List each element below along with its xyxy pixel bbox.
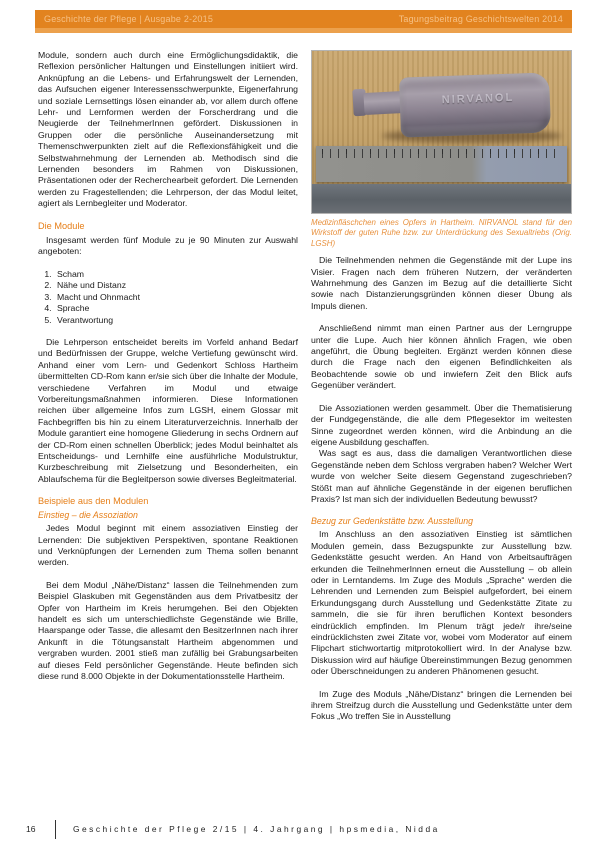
paragraph-vorfeld: Die Lehrperson entscheidet bereits im Vorfeld anhand Bedarf und Bedürfnissen der Gruppe, welche Vertiefung gewünscht wird. Anhand einer vom Lern- und Gedenkort Schloss Hartheim übermittelten CD-Rom kann er/sie sich über die Inhalte der Module, verschiedene Verfahren im Modul und etwaige Vorbereitungsmaßnahmen informieren. Diese Informationen reichen über allgemeine Infos zum LGSH, einem Glossar mit Fachbegriffen bis hin zu einem Literaturverzeichnis. Innerhalb der Module garantiert eine homogene Gliederung in sechs Ordnern auf der CD-Rom einen schnellen Überblick; jedes Modul beinhaltet als Entscheidungs- und Lernhilfe eine ausführliche Modulstruktur, Kurzbeschreibung mit Zielsetzung und Besonderheiten, ein Ablaufschema für die Begleitperson sowie diverses Begleitmaterial.	[38, 336, 298, 484]
paragraph-lupe: Die Teilnehmenden nehmen die Gegenstände mit der Lupe ins Visier. Fragen nach dem früheren Nutzern, der veränderten Wahrnehmung des Ganzen im Bezug auf die detaillierte Sicht sowie nach Distanzierungsgründen können dieser Übung als Impuls dienen.	[311, 255, 572, 311]
paragraph-anschluss: Im Anschluss an den assoziativen Einstieg ist sämtlichen Modulen gemein, dass Bezugspunkte zur Ausstellung bzw. Gedenkstätte gesucht werden. An Hand von Arbeitsaufträgen erkunden die TeilnehmerInnen erneut die Ausstellung – ob allein oder in Lerntandems. Im Zuge des Moduls „Sprache“ werden die Lehrenden und Lernenden zum Beispiel aufgefordert, bei einem Erkundungsgang durch Ausstellung und Gedenkstätte Zitate zu sammeln, die sie für ihren beruflichen Kontext besonders eindrücklich empfinden. Im Plenum trägt jede/r ihre/seine eindrücklichsten zwei Zitate vor, wobei vom Moderator auf einem Flipchart stichwortartig mitprotokolliert wird. In der Analyse bzw. Diskussion wird auf häufige Übereinstimmungen Bezug genommen oder Überschneidungen zu anderen Phänomenen gesucht.	[311, 529, 572, 677]
section-heading-beispiele: Beispiele aus den Modulen	[38, 496, 149, 507]
paragraph-assoziationen: Die Assoziationen werden gesammelt. Über die Thematisierung der Fundgegenstände, die alle dem Pflegesektor im weitesten Sinne zugeordnet werden können, wird die Anbindung an die eigene Ausbildung geschaffen.	[311, 402, 572, 447]
subheading-einstieg: Einstieg – die Assoziation	[38, 510, 138, 521]
figure-caption: Medizinfläschchen eines Opfers in Hartheim. NIRVANOL stand für den Wirkstoff der guten Ruhe bzw. zur Unterdrückung des Sexualtriebs (Orig. LGSH)	[311, 218, 572, 248]
paragraph-streifzug: Im Zuge des Moduls „Nähe/Distanz“ bringen die Lernenden bei ihrem Streifzug durch die Ausstellung und Gedenkstätte unter dem Fokus „Wo treffen Sie in Ausstellung	[311, 688, 572, 722]
paragraph-fragen: Was sagt es aus, dass die damaligen Verantwortlichen diese Gegenstände neben dem Schloss vergraben haben? Welcher Wert wurde von welcher Seite diesem Gegenstand zugeschrieben? Stößt man auf ähnliche Gegenstände in der eigenen beruflichen Praxis? Ist man sich der individuellen Bedeutung bewusst?	[311, 448, 572, 504]
page-header-bar	[35, 10, 572, 33]
bottle-emboss-text: NIRVANOL	[441, 91, 515, 107]
paragraph-einstieg: Jedes Modul beginnt mit einem assoziativen Einstieg der Lernenden: Die subjektiven Perspektiven, spontane Reaktionen und Verknüpfungen der Lernenden zum Thema sollen benannt werden.	[38, 523, 298, 568]
header-journal-title: Geschichte der Pflege | Ausgabe 2-2015	[44, 14, 214, 24]
module-list-item: 5. Verantwortung	[54, 315, 298, 326]
module-list	[42, 269, 298, 326]
paragraph-intro: Module, sondern auch durch eine Ermöglichungsdidaktik, die Reflexion persönlicher Haltungen und Einstellungen initiiert wird. Anknüpfung an die Lebens- und Erfahrungswelt der Lernenden, das Aufsuchen eigener Interessensschwerpunkte, Eigenerfahrung und soziale Lernsettings lösen einander ab, vor allem durch offene Lehr- und Lernformen werden der Forscherdrang und die Neugierde der TeilnehmerInnen gefördert. Diskussionen in Gruppen oder die persönliche Auseinandersetzung mit Themenschwerpunkten zielt auf die Reflexionsfähigkeit und die Selbstwahrnehmung der Lernenden ab. Methodisch sind die Lernenden besonders im Rahmen von Diskussionen, Präsentationen oder der Recherchearbeit gefordert. Die Lernenden werden zu Fragestellenden; die Lehrperson, der das Modul leitet, agiert als Lernbegleiter und Moderator.	[38, 50, 298, 209]
left-column	[38, 50, 298, 734]
footer-journal-line: Geschichte der Pflege 2/15 | 4. Jahrgang | hpsmedia, Nidda	[73, 824, 440, 834]
article-body	[38, 50, 572, 734]
photo-medicine-bottle	[311, 50, 572, 214]
subheading-bezug: Bezug zur Gedenkstätte bzw. Ausstellung	[311, 516, 474, 527]
right-column	[311, 50, 572, 734]
spacer-line	[38, 258, 298, 269]
page-number: 16	[26, 824, 36, 834]
bottle-neck	[363, 91, 404, 115]
paragraph-naehe-distanz: Bei dem Modul „Nähe/Distanz“ lassen die Teilnehmenden zum Beispiel Glaskuben mit Gegenständen aus dem Privatbesitz der Opfer von Hartheim im Kreis herumgehen. Bei den Objekten handelt es sich um unterschiedlichste Gegenstände wie Brille, Haarspange oder Tasse, die allesamt den BesitzerInnen nach ihrer Ankunft in die Tötungsanstalt Hartheim abgenommen und vergraben wurden. 2001 stieß man zufällig bei Grabungsarbeiten auf dieses Feld persönlicher Gegenstände. Heute befinden sich diese rund 8.000 Objekte in der Dokumentationsstelle Hartheim.	[38, 579, 298, 682]
footer-divider	[55, 820, 56, 839]
figure-medicine-bottle	[311, 50, 572, 249]
page-footer	[0, 820, 607, 844]
module-list-item: 1. Scham	[54, 269, 298, 280]
table-edge	[312, 184, 571, 213]
paragraph-modules-intro: Insgesamt werden fünf Module zu je 90 Minuten zur Auswahl angeboten:	[38, 234, 298, 257]
header-article-type: Tagungsbeitrag Geschichtswelten 2014	[398, 14, 563, 24]
ruler	[316, 146, 567, 182]
section-heading-die-module: Die Module	[38, 220, 85, 231]
module-list-item: 2. Nähe und Distanz	[54, 280, 298, 291]
module-list-item: 4. Sprache	[54, 303, 298, 314]
module-list-item: 3. Macht und Ohnmacht	[54, 292, 298, 303]
paragraph-partner: Anschließend nimmt man einen Partner aus der Lerngruppe unter die Lupe. Auch hier können ähnlich Fragen, wie oben angeführt, die Übung begleiten. Ergänzt werden können diese durch die Frage nach den eigenen Befindlichkeiten als Beobachtende sowie ob und inwiefern Zeit den Blick aufs Gegenüber verändert.	[311, 323, 572, 391]
